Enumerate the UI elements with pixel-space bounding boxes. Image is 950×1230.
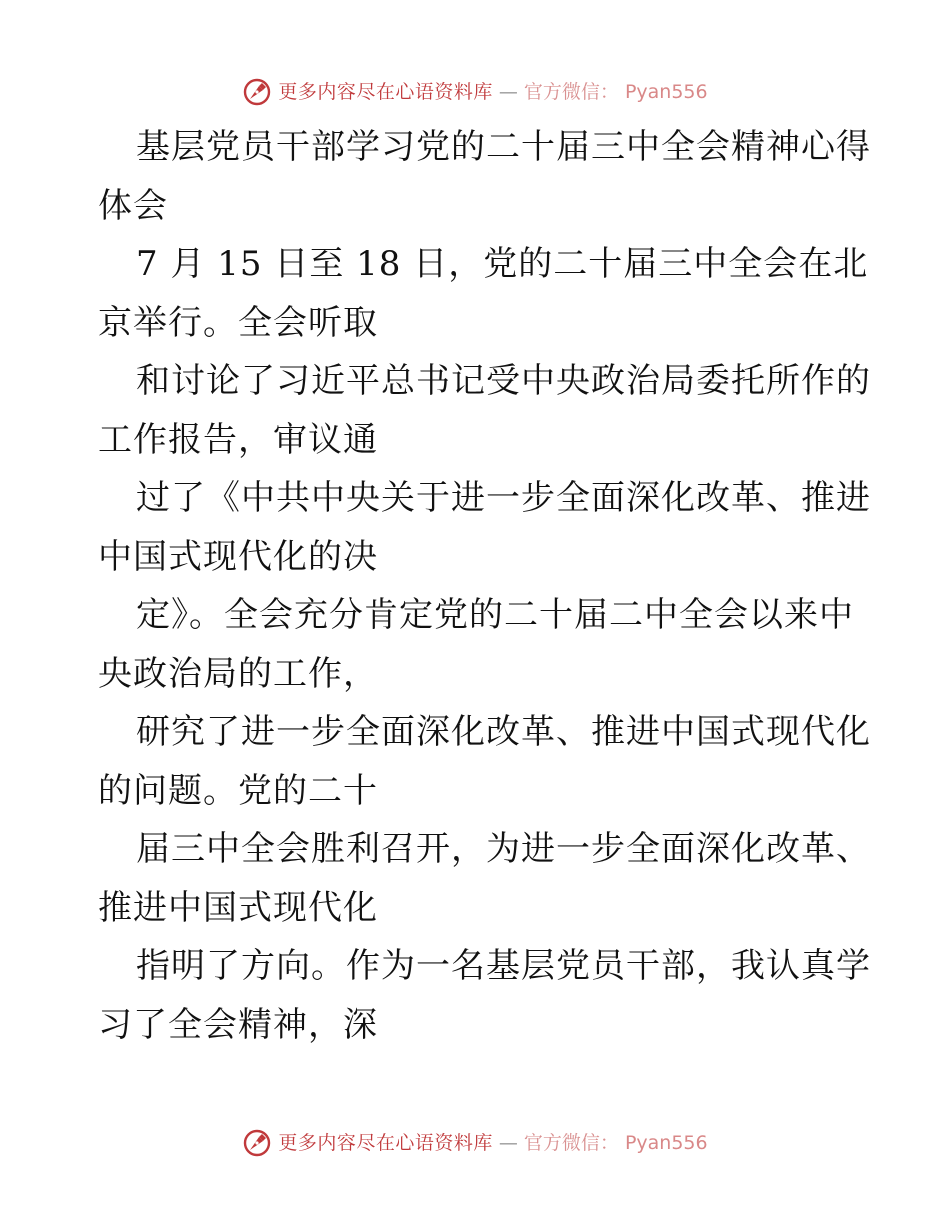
- paragraph-line: 指明了方向。作为一名基层党员干部，我认真学: [136, 946, 871, 986]
- banner-wechat-id: Pyan556: [624, 81, 708, 103]
- paragraph-line: 央政治局的工作，: [98, 653, 378, 694]
- banner-wechat-label: 官方微信：: [523, 1132, 619, 1154]
- paragraph-line: 推进中国式现代化: [98, 887, 378, 928]
- pen-nib-logo-icon: [242, 77, 272, 107]
- paragraph-line: 习了全会精神，深: [98, 1004, 378, 1045]
- banner-wechat-label: 官方微信：: [523, 81, 619, 103]
- paragraph-line: 研究了进一步全面深化改革、推进中国式现代化: [136, 712, 871, 752]
- paragraph-line: 过了《中共中央关于进一步全面深化改革、推进: [136, 478, 871, 518]
- banner-separator: —: [498, 1132, 518, 1154]
- banner-brand-text: 更多内容尽在心语资料库: [278, 1132, 493, 1154]
- document-title-line: 体会: [98, 185, 168, 226]
- document-body: [98, 118, 871, 1054]
- paragraph-line: 7 月 15 日至 18 日，党的二十届三中全会在北: [136, 244, 869, 284]
- paragraph-line: 和讨论了习近平总书记受中央政治局委托所作的: [136, 361, 871, 401]
- footer-banner: [0, 1128, 950, 1158]
- pen-nib-logo-icon: [242, 1128, 272, 1158]
- header-banner: [0, 77, 950, 107]
- paragraph-line: 工作报告，审议通: [98, 419, 378, 460]
- paragraph-line: 中国式现代化的决: [98, 536, 378, 577]
- paragraph-line: 京举行。全会听取: [98, 302, 378, 343]
- banner-wechat-id: Pyan556: [624, 1132, 708, 1154]
- banner-separator: —: [498, 81, 518, 103]
- document-title-line: 基层党员干部学习党的二十届三中全会精神心得: [136, 127, 871, 167]
- banner-brand-text: 更多内容尽在心语资料库: [278, 81, 493, 103]
- paragraph-line: 的问题。党的二十: [98, 770, 378, 811]
- paragraph-line: 届三中全会胜利召开，为进一步全面深化改革、: [136, 829, 871, 869]
- paragraph-line: 定》。全会充分肯定党的二十届二中全会以来中: [136, 595, 854, 635]
